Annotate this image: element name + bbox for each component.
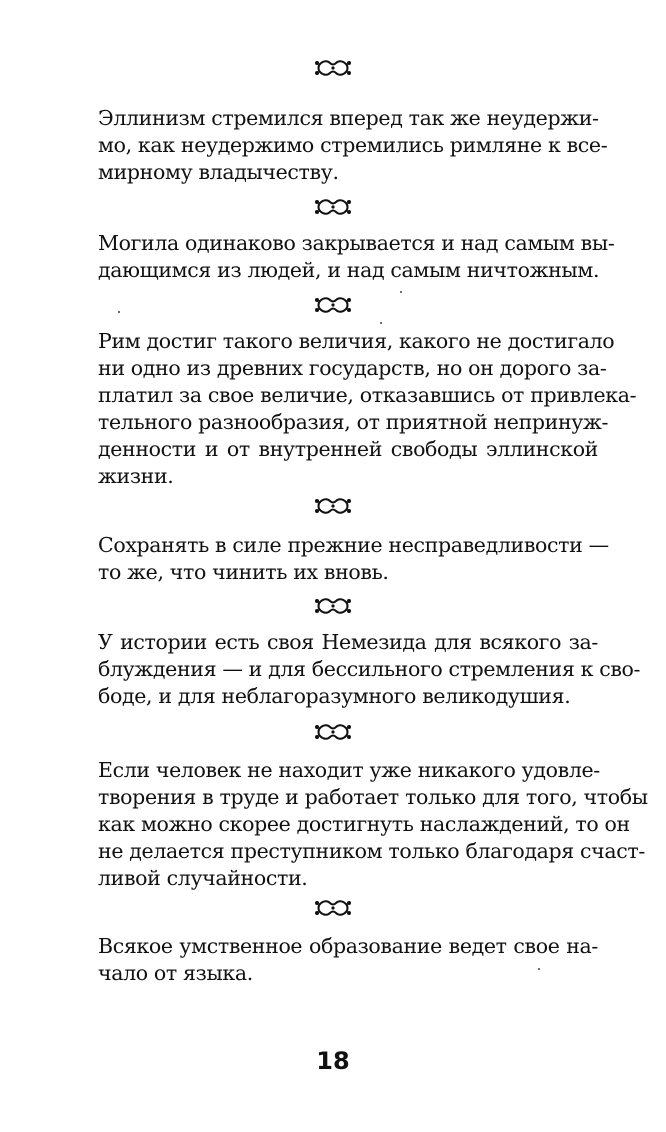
aphorism-line: Эллинизм стремился вперед так же неудержи- [98, 106, 599, 130]
print-speck [118, 311, 120, 313]
floral-ornament-icon [314, 295, 352, 315]
aphorism-line: Сохранять в силе прежние несправедливости — [98, 533, 609, 557]
aphorism-line: Всякое умственное образование ведет свое на- [98, 934, 598, 958]
aphorism-line: Рим достиг такого величия, какого не достигало [98, 329, 615, 353]
floral-ornament-icon [314, 58, 352, 78]
aphorism-line: чало от языка. [98, 961, 253, 985]
aphorism-2 [98, 230, 615, 284]
aphorism-line: Если человек не находит уже никакого удовле- [98, 758, 600, 782]
aphorism-4 [98, 532, 609, 586]
aphorism-line: У истории есть своя Немезида для всякого за- [98, 630, 598, 654]
floral-ornament-icon [314, 898, 352, 918]
print-speck [380, 322, 382, 324]
aphorism-5 [98, 629, 641, 710]
aphorism-line: ливой случайности. [98, 866, 308, 890]
aphorism-line: ни одно из древних государств, но он дорого за- [98, 356, 607, 380]
aphorism-7 [98, 933, 598, 987]
print-speck [400, 291, 402, 293]
aphorism-3 [98, 328, 637, 490]
page-number: 18 [316, 1047, 350, 1075]
print-speck [538, 968, 540, 970]
aphorism-line: творения в труде и работает только для того, чтобы [98, 785, 648, 809]
aphorism-line: тельного разнообразия, от приятной непринуж- [98, 410, 609, 434]
floral-ornament-icon [314, 496, 352, 516]
aphorism-line: блуждения — и для бессильного стремления к сво- [98, 657, 641, 681]
aphorism-1 [98, 105, 608, 186]
floral-ornament-icon [314, 722, 352, 742]
floral-ornament-icon [314, 197, 352, 217]
aphorism-line: мо, как неудержимо стремились римляне к все- [98, 133, 608, 157]
floral-ornament-icon [314, 596, 352, 616]
aphorism-line: жизни. [98, 464, 174, 488]
aphorism-line: как можно скорее достигнуть наслаждений, то он [98, 812, 630, 836]
aphorism-line: не делается преступником только благодаря счаст- [98, 839, 645, 863]
aphorism-line: Могила одинаково закрывается и над самым вы- [98, 231, 615, 255]
aphorism-line: платил за свое величие, отказавшись от привлека- [98, 383, 637, 407]
aphorism-line: боде, и для неблагоразумного великодушия. [98, 684, 571, 708]
aphorism-line: дающимся из людей, и над самым ничтожным. [98, 258, 600, 282]
aphorism-line: то же, что чинить их вновь. [98, 560, 389, 584]
aphorism-6 [98, 757, 648, 892]
aphorism-line: денности и от внутренней свободы эллинской [98, 437, 598, 461]
aphorism-line: мирному владычеству. [98, 160, 339, 184]
